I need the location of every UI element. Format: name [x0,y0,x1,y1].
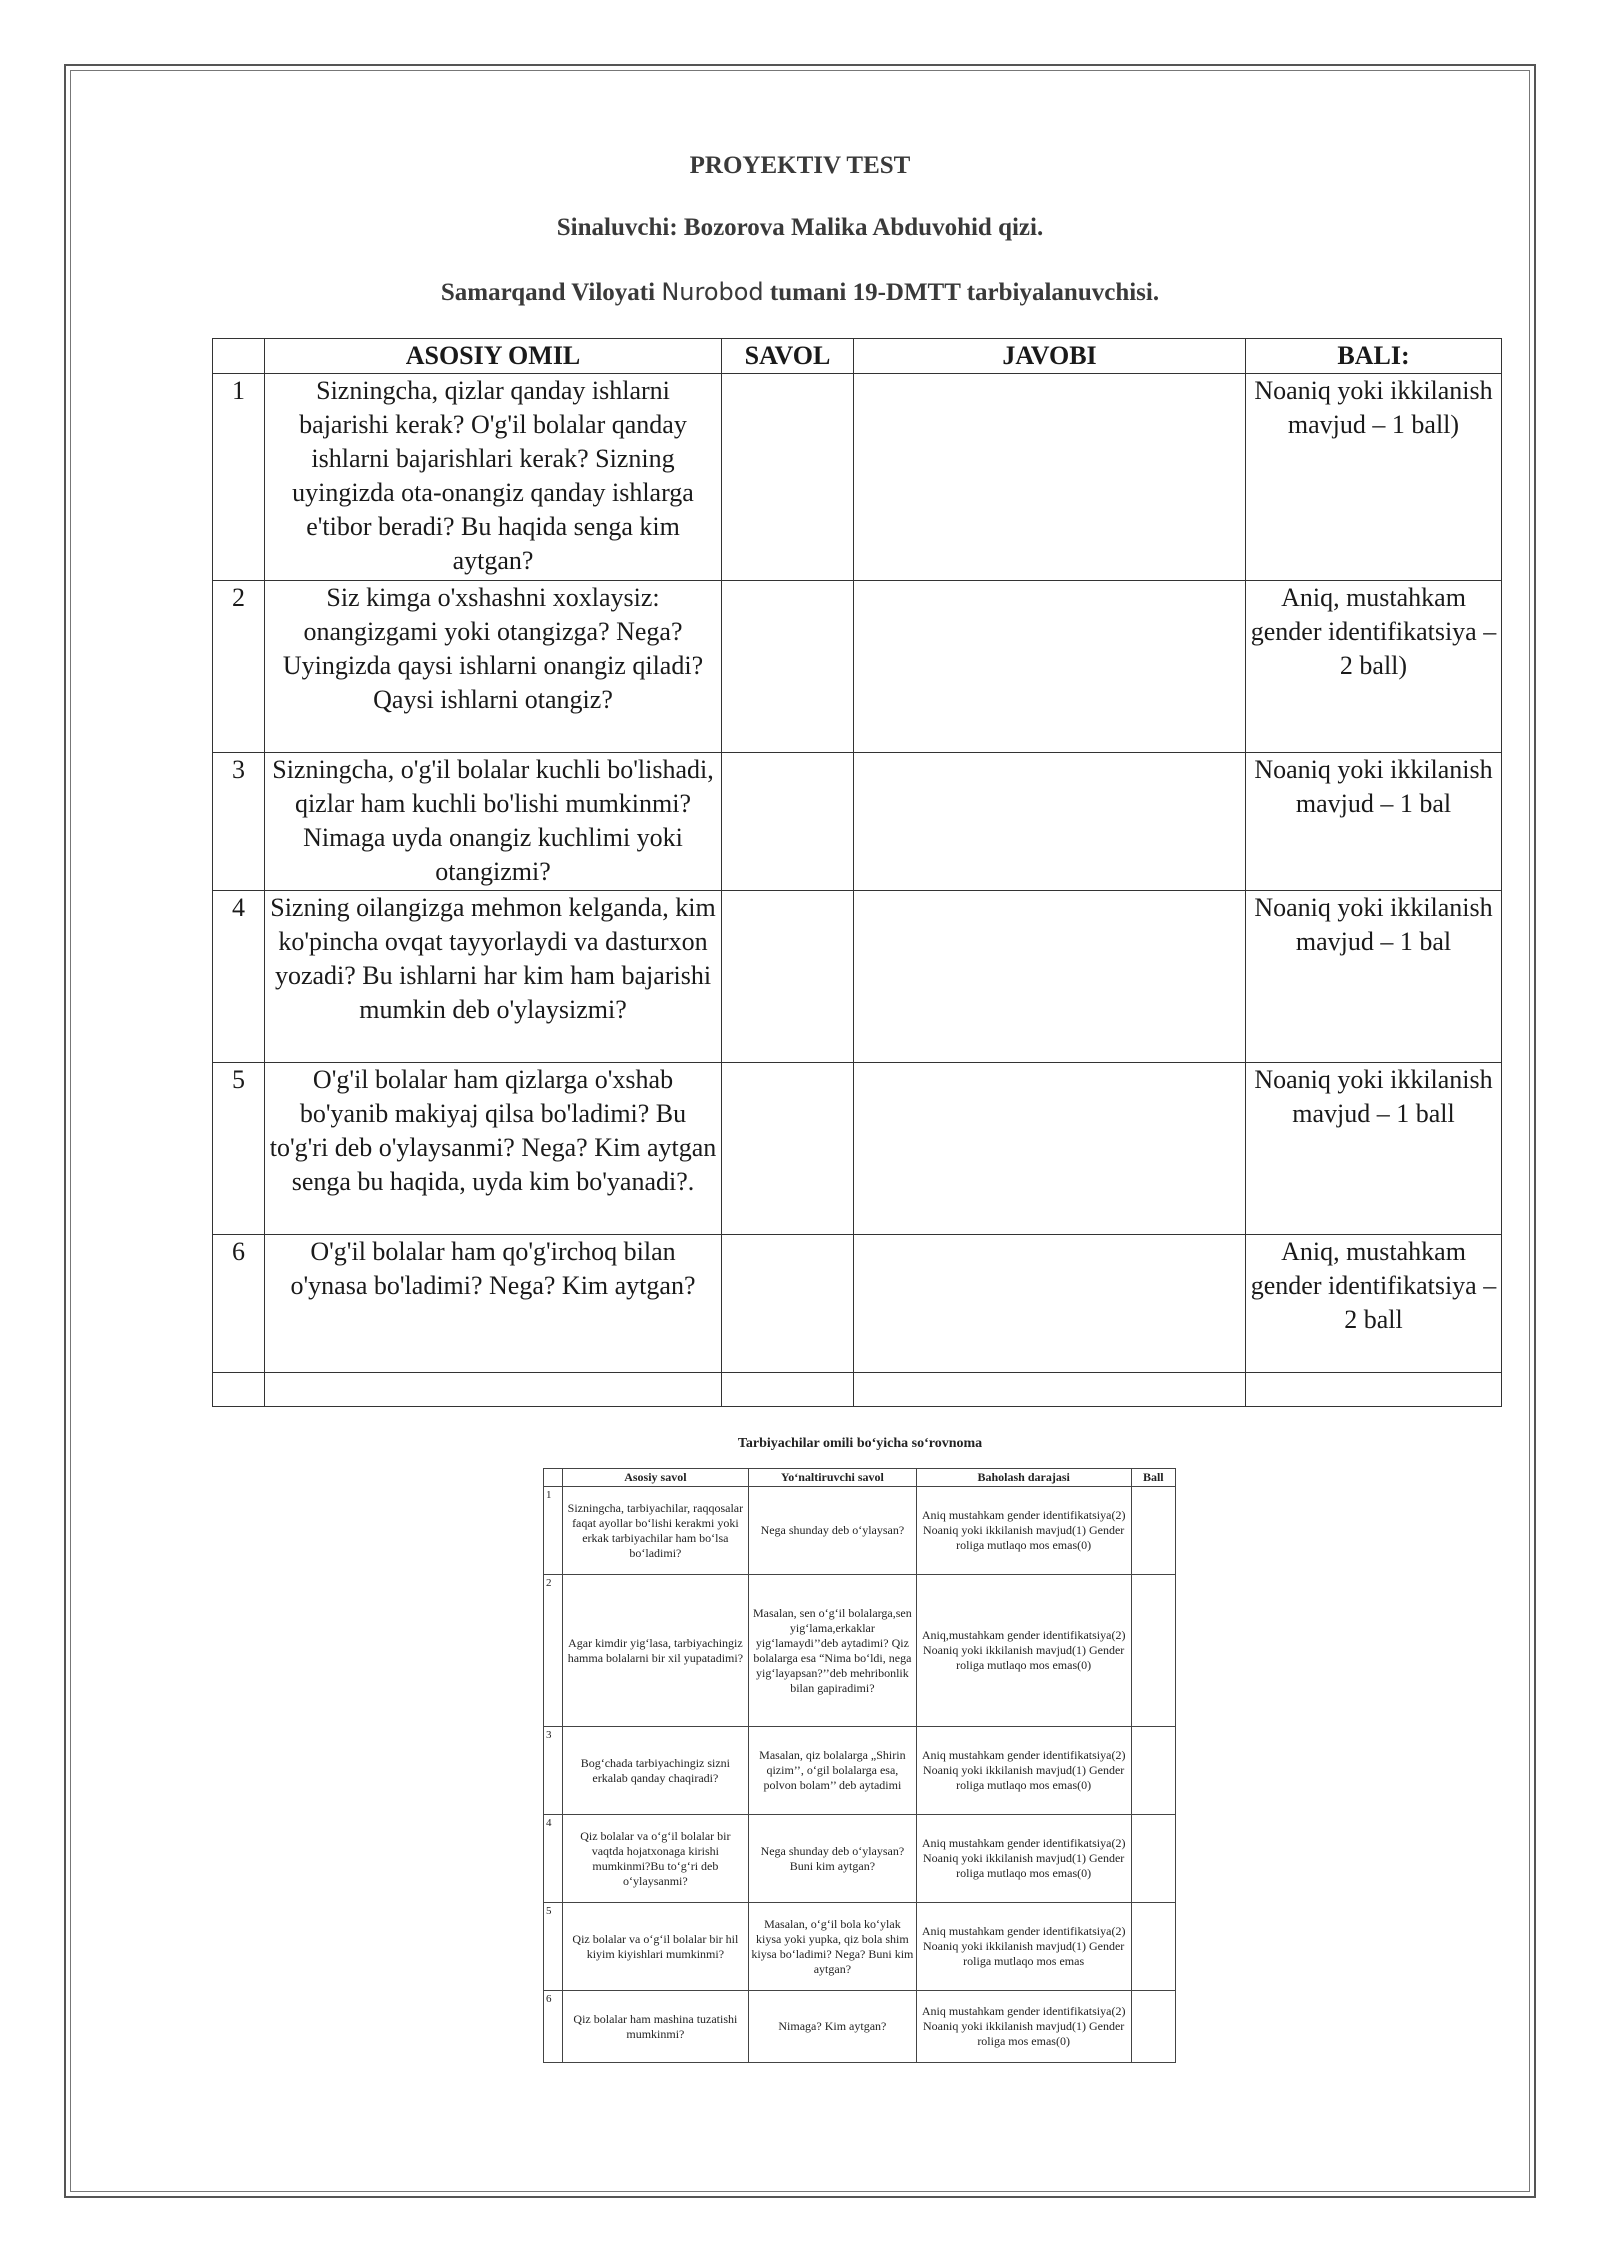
scanned-row-yonaltiruvchi: Masalan, o‘g‘il bola ko‘ylak kiysa yoki yupka, qiz bola shim kiysa bo‘ladimi? Nega? Buni kim aytgan? [749,1903,917,1991]
scanned-row-yonaltiruvchi: Masalan, qiz bolalarga „Shirin qizim’’, o‘gil bolalarga esa, polvon bolam’’ deb aytadimi [749,1727,917,1815]
row-javobi [854,1235,1246,1373]
row-number: 4 [213,891,265,1063]
row-bali: Aniq, mustahkam gender identifikatsiya – 2 ball) [1246,581,1502,753]
table-row-empty [213,1373,1502,1407]
scanned-row-baholash: Aniq mustahkam gender identifikatsiya(2) Noaniq yoki ikkilanish mavjud(1) Gender roliga mos emas(0) [916,1991,1131,2063]
document-title: PROYEKTIV TEST [689,152,911,179]
scanned-header-row [544,1469,1176,1487]
scanned-table-row [544,1487,1176,1575]
scanned-row-asosiy: Qiz bolalar va o‘g‘il bolalar bir hil kiyim kiyishlari mumkinmi? [562,1903,748,1991]
empty-cell [265,1373,722,1407]
empty-cell [722,1373,854,1407]
row-javobi [854,891,1246,1063]
table-row [213,581,1502,753]
scanned-row-number: 4 [544,1815,563,1903]
header-cell-number [213,339,265,374]
scanned-row-baholash: Aniq,mustahkam gender identifikatsiya(2) Noaniq yoki ikkilanish mavjud(1) Gender roliga mutlaqo mos emas(0) [916,1575,1131,1727]
row-savol [722,581,854,753]
row-question: Sizningcha, qizlar qanday ishlarni bajarishi kerak? O'g'il bolalar qanday ishlarni bajarishlari kerak? Sizning uyingizda ota-onangiz qanday ishlarga e'tibor beradi? Bu haqida senga kim aytgan? [265,374,722,581]
header-cell-javobi: JAVOBI [854,339,1246,374]
row-question: O'g'il bolalar ham qo'g'irchoq bilan o'ynasa bo'ladimi? Nega? Kim aytgan? [265,1235,722,1373]
scanned-row-ball [1131,1903,1175,1991]
location-line [0,278,1600,307]
table-row [213,1063,1502,1235]
scanned-header-ball: Ball [1131,1469,1175,1487]
row-number: 5 [213,1063,265,1235]
scanned-header-number [544,1469,563,1487]
scanned-row-asosiy: Sizningcha, tarbiyachilar, raqqosalar faqat ayollar bo‘lishi kerakmi yoki erkak tarbiyachilar ham bo‘lsa bo‘ladimi? [562,1487,748,1575]
scanned-survey-image [540,1428,1180,2083]
table-row [213,753,1502,891]
scanned-row-ball [1131,1991,1175,2063]
row-number: 2 [213,581,265,753]
empty-cell [1246,1373,1502,1407]
row-question: Siz kimga o'xshashni xoxlaysiz: onangizgami yoki otangizga? Nega? Uyingizda qaysi ishlarni onangiz qiladi? Qaysi ishlarni otangiz? [265,581,722,753]
row-number: 1 [213,374,265,581]
row-question: O'g'il bolalar ham qizlarga o'xshab bo'yanib makiyaj qilsa bo'ladimi? Bu to'g'ri deb o'ylaysanmi? Nega? Kim aytgan senga bu haqida, uyda kim bo'yanadi?. [265,1063,722,1235]
header-cell-asosiy-omil: ASOSIY OMIL [265,339,722,374]
row-question: Sizningcha, o'g'il bolalar kuchli bo'lishadi, qizlar ham kuchli bo'lishi mumkinmi? Nimaga uyda onangiz kuchlimi yoki otangizmi? [265,753,722,891]
header-cell-savol: SAVOL [722,339,854,374]
scanned-row-asosiy: Agar kimdir yig‘lasa, tarbiyachingiz hamma bolalarni bir xil yupatadimi? [562,1575,748,1727]
subject-line: Sinaluvchi: Bozorova Malika Abduvohid qizi. [556,214,1044,241]
scanned-row-ball [1131,1487,1175,1575]
scanned-header-asosiy: Asosiy savol [562,1469,748,1487]
row-javobi [854,1063,1246,1235]
scanned-row-asosiy: Qiz bolalar ham mashina tuzatishi mumkinmi? [562,1991,748,2063]
location-region: Samarqand Viloyati [440,279,656,306]
row-javobi [854,374,1246,581]
scanned-table-row [544,1903,1176,1991]
row-javobi [854,581,1246,753]
row-savol [722,891,854,1063]
scanned-row-asosiy: Bog‘chada tarbiyachingiz sizni erkalab qanday chaqiradi? [562,1727,748,1815]
row-bali: Noaniq yoki ikkilanish mavjud – 1 bal [1246,753,1502,891]
row-savol [722,374,854,581]
scanned-row-baholash: Aniq mustahkam gender identifikatsiya(2) Noaniq yoki ikkilanish mavjud(1) Gender roliga mutlaqo mos emas(0) [916,1727,1131,1815]
scanned-table-row [544,1815,1176,1903]
empty-cell [854,1373,1246,1407]
table-row [213,374,1502,581]
scanned-table-row [544,1575,1176,1727]
scanned-row-number: 1 [544,1487,563,1575]
row-bali: Noaniq yoki ikkilanish mavjud – 1 ball [1246,1063,1502,1235]
scanned-header-yonaltiruvchi: Yo‘naltiruvchi savol [749,1469,917,1487]
scanned-header-baholash: Baholash darajasi [916,1469,1131,1487]
table-row [213,1235,1502,1373]
scanned-row-yonaltiruvchi: Nega shunday deb o‘ylaysan? Buni kim aytgan? [749,1815,917,1903]
location-district: Nurobod [661,278,764,306]
row-bali: Aniq, mustahkam gender identifikatsiya – 2 ball [1246,1235,1502,1373]
scanned-row-ball [1131,1575,1175,1727]
scanned-row-ball [1131,1727,1175,1815]
row-savol [722,1235,854,1373]
scanned-table-row [544,1727,1176,1815]
scanned-row-ball [1131,1815,1175,1903]
scanned-row-baholash: Aniq mustahkam gender identifikatsiya(2) Noaniq yoki ikkilanish mavjud(1) Gender roliga mutlaqo mos emas(0) [916,1815,1131,1903]
location-rest: tumani 19-DMTT tarbiyalanuvchisi. [769,279,1160,306]
scanned-row-number: 5 [544,1903,563,1991]
empty-cell [213,1373,265,1407]
row-savol [722,753,854,891]
scanned-row-asosiy: Qiz bolalar va o‘g‘il bolalar bir vaqtda hojatxonaga kirishi mumkinmi?Bu to‘g‘ri deb o‘ylaysanmi? [562,1815,748,1903]
proyektiv-test-table [212,338,1502,1407]
row-bali: Noaniq yoki ikkilanish mavjud – 1 ball) [1246,374,1502,581]
scanned-row-yonaltiruvchi: Nega shunday deb o‘ylaysan? [749,1487,917,1575]
table-header-row [213,339,1502,374]
scanned-row-baholash: Aniq mustahkam gender identifikatsiya(2) Noaniq yoki ikkilanish mavjud(1) Gender roliga mutlaqo mos emas(0) [916,1487,1131,1575]
scanned-row-number: 2 [544,1575,563,1727]
row-savol [722,1063,854,1235]
header-cell-bali: BALI: [1246,339,1502,374]
row-question: Sizning oilangizga mehmon kelganda, kim ko'pincha ovqat tayyorlaydi va dasturxon yozadi? Bu ishlarni har kim ham bajarishi mumkin deb o'ylaysizmi? [265,891,722,1063]
scanned-row-yonaltiruvchi: Masalan, sen o‘g‘il bolalarga,sen yig‘lama,erkaklar yig‘lamaydi’’deb aytadimi? Qiz bolalarga esa “Nima bo‘ldi, nega yig‘layapsan?’’deb mehribonlik bilan gapiradimi? [749,1575,917,1727]
row-number: 6 [213,1235,265,1373]
scanned-table-title: Tarbiyachilar omili bo‘yicha so‘rovnoma [737,1436,983,1451]
row-number: 3 [213,753,265,891]
scanned-survey-table [543,1468,1176,2063]
scanned-row-yonaltiruvchi: Nimaga? Kim aytgan? [749,1991,917,2063]
scanned-row-number: 6 [544,1991,563,2063]
table-row [213,891,1502,1063]
scanned-row-number: 3 [544,1727,563,1815]
scanned-table-row [544,1991,1176,2063]
scanned-row-baholash: Aniq mustahkam gender identifikatsiya(2) Noaniq yoki ikkilanish mavjud(1) Gender roliga mutlaqo mos emas [916,1903,1131,1991]
row-bali: Noaniq yoki ikkilanish mavjud – 1 bal [1246,891,1502,1063]
row-javobi [854,753,1246,891]
